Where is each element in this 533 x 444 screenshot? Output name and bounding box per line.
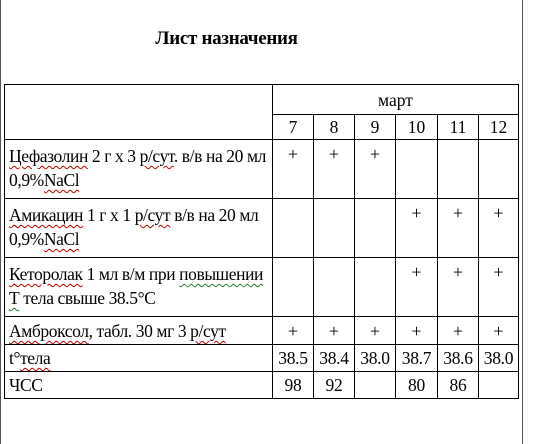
month-header-row (5, 85, 519, 115)
medication-text: 0,9% (9, 229, 44, 249)
heart-rate-value: 80 (396, 372, 438, 399)
medication-text: 2 г х 3 (87, 146, 140, 166)
medication-line-1 (9, 319, 270, 343)
medication-row (5, 317, 519, 345)
temperature-value: 38.4 (314, 345, 355, 372)
page-right-edge (522, 0, 523, 444)
medication-text: 0,9% (9, 170, 44, 190)
month-label: март (273, 85, 519, 115)
page-left-edge (0, 0, 1, 444)
administration-mark: + (396, 258, 438, 317)
administration-mark: + (273, 140, 314, 199)
medication-text: 1 мл в/м при (82, 264, 180, 284)
medication-line-2 (9, 168, 270, 192)
day-5: 12 (479, 115, 519, 140)
medication-name (5, 199, 273, 258)
medication-row (5, 140, 519, 199)
day-3: 10 (396, 115, 438, 140)
day-0: 7 (273, 115, 314, 140)
medication-line-2 (9, 286, 270, 310)
temperature-label-prefix: t° (9, 348, 21, 368)
prescription-table (4, 84, 519, 399)
administration-mark: + (479, 199, 519, 258)
administration-mark: + (314, 317, 355, 345)
administration-mark: + (314, 140, 355, 199)
day-2: 9 (355, 115, 396, 140)
medication-text: р/сут (139, 146, 174, 166)
administration-mark (396, 140, 438, 199)
temperature-value: 38.0 (479, 345, 519, 372)
heart-rate-label: ЧСС (5, 372, 273, 399)
medication-line-1 (9, 144, 270, 168)
medication-line-1 (9, 203, 270, 227)
administration-mark (314, 199, 355, 258)
medication-text: Амикацин (9, 205, 83, 225)
administration-mark: + (438, 199, 479, 258)
administration-mark: + (396, 317, 438, 345)
medication-line-1 (9, 262, 270, 286)
temperature-value: 38.0 (355, 345, 396, 372)
heart-rate-value: 92 (314, 372, 355, 399)
temperature-label-word: тела (20, 348, 51, 368)
administration-mark (273, 199, 314, 258)
temperature-value: 38.5 (273, 345, 314, 372)
administration-mark: + (273, 317, 314, 345)
temperature-value: 38.7 (396, 345, 438, 372)
heart-rate-value (479, 372, 519, 399)
medication-text: NaCl (43, 170, 80, 190)
header-blank-cell (5, 85, 273, 140)
medication-text: повышении (179, 264, 264, 284)
day-1: 8 (314, 115, 355, 140)
medication-text: Амброксол (9, 321, 89, 341)
administration-mark: + (438, 317, 479, 345)
medication-text: Т (9, 288, 20, 308)
medication-text: 1 г х 1 (82, 205, 135, 225)
medication-name (5, 258, 273, 317)
medication-text: Кеторолак (9, 264, 83, 284)
administration-mark (438, 140, 479, 199)
administration-mark: + (479, 258, 519, 317)
day-4: 11 (438, 115, 479, 140)
administration-mark (355, 258, 396, 317)
medication-text: р/сут (134, 205, 171, 225)
medication-text: . в/в на 20 мл (173, 146, 266, 166)
administration-mark (314, 258, 355, 317)
temperature-value: 38.6 (438, 345, 479, 372)
heart-rate-value: 98 (273, 372, 314, 399)
medication-text: , табл. 30 мг 3 (88, 321, 191, 341)
heart-rate-row (5, 372, 519, 399)
medication-row (5, 199, 519, 258)
heart-rate-value: 86 (438, 372, 479, 399)
administration-mark (479, 140, 519, 199)
medication-text: в/в на 20 мл (170, 205, 259, 225)
medication-name (5, 317, 273, 345)
medication-text: р/сут (190, 321, 226, 341)
medication-row (5, 258, 519, 317)
administration-mark: + (396, 199, 438, 258)
administration-mark (273, 258, 314, 317)
medication-line-2 (9, 227, 270, 251)
document-title: Лист назначения (155, 28, 298, 49)
administration-mark (355, 199, 396, 258)
administration-mark: + (355, 317, 396, 345)
medication-text: Цефазолин (9, 146, 88, 166)
medication-name (5, 140, 273, 199)
administration-mark: + (479, 317, 519, 345)
medication-text: тела свыше 38.5°С (19, 288, 156, 308)
medication-text: NaCl (43, 229, 80, 249)
administration-mark: + (355, 140, 396, 199)
temperature-label (5, 345, 273, 372)
temperature-row (5, 345, 519, 372)
administration-mark: + (438, 258, 479, 317)
heart-rate-value (355, 372, 396, 399)
